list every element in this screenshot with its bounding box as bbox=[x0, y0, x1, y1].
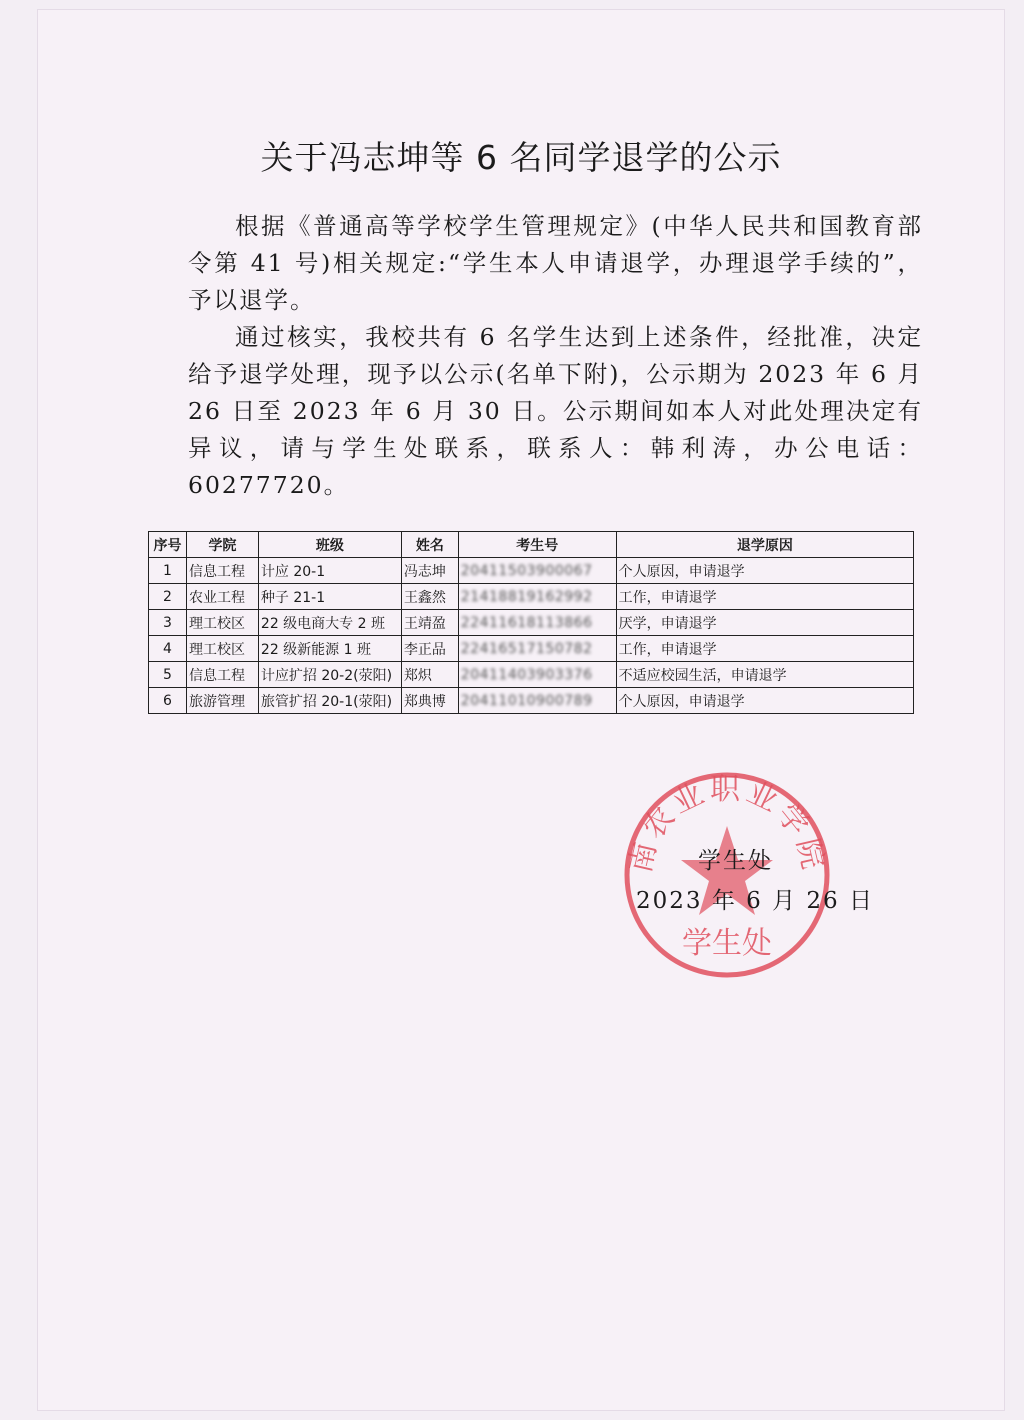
cell-class: 22 级新能源 1 班 bbox=[258, 636, 401, 662]
signature-date: 2023 年 6 月 26 日 bbox=[636, 888, 874, 914]
signature-office: 学生处 bbox=[698, 848, 773, 874]
header-seq: 序号 bbox=[149, 532, 187, 558]
cell-reason: 个人原因，申请退学 bbox=[616, 558, 913, 584]
cell-class: 旅管扩招 20-1(荥阳) bbox=[258, 688, 401, 714]
table-header-row bbox=[149, 532, 914, 558]
cell-seq: 4 bbox=[149, 636, 187, 662]
table-row bbox=[149, 688, 914, 714]
table-row bbox=[149, 636, 914, 662]
cell-seq: 1 bbox=[149, 558, 187, 584]
header-exam-id: 考生号 bbox=[458, 532, 616, 558]
cell-college: 理工校区 bbox=[186, 636, 258, 662]
cell-exam-id bbox=[458, 610, 616, 636]
cell-college: 农业工程 bbox=[186, 584, 258, 610]
cell-college: 理工校区 bbox=[186, 610, 258, 636]
cell-name: 郑炽 bbox=[401, 662, 458, 688]
cell-seq: 6 bbox=[149, 688, 187, 714]
cell-class: 22 级电商大专 2 班 bbox=[258, 610, 401, 636]
blurred-exam-id: 20411403903376 bbox=[460, 666, 593, 683]
cell-name: 李正品 bbox=[401, 636, 458, 662]
header-college: 学院 bbox=[186, 532, 258, 558]
notice-paragraph-1: 根据《普通高等学校学生管理规定》(中华人民共和国教育部令第 41 号)相关规定:“学生本人申请退学，办理退学手续的”，予以退学。 bbox=[188, 212, 923, 314]
cell-college: 旅游管理 bbox=[186, 688, 258, 714]
cell-seq: 3 bbox=[149, 610, 187, 636]
notice-title: 关于冯志坤等 6 名同学退学的公示 bbox=[260, 138, 782, 177]
cell-reason: 厌学，申请退学 bbox=[616, 610, 913, 636]
document-page bbox=[38, 10, 1004, 1410]
cell-seq: 5 bbox=[149, 662, 187, 688]
header-reason: 退学原因 bbox=[616, 532, 913, 558]
header-name: 姓名 bbox=[401, 532, 458, 558]
cell-exam-id bbox=[458, 662, 616, 688]
cell-class: 种子 21-1 bbox=[258, 584, 401, 610]
cell-name: 冯志坤 bbox=[401, 558, 458, 584]
cell-seq: 2 bbox=[149, 584, 187, 610]
cell-college: 信息工程 bbox=[186, 558, 258, 584]
header-class: 班级 bbox=[258, 532, 401, 558]
cell-exam-id bbox=[458, 688, 616, 714]
notice-paragraph-2: 通过核实，我校共有 6 名学生达到上述条件，经批准，决定给予退学处理，现予以公示(名单下附)，公示期为 2023 年 6 月 26 日至 2023 年 6 月 30 日。公示期间如本人对此处理决定有异议，请与学生处联系，联系人：韩利涛，办公电话：60277720。 bbox=[188, 323, 923, 499]
withdrawal-table bbox=[148, 531, 914, 714]
cell-exam-id bbox=[458, 558, 616, 584]
cell-class: 计应 20-1 bbox=[258, 558, 401, 584]
seal-ring-text: 南农业职业学院 bbox=[622, 771, 832, 877]
cell-exam-id bbox=[458, 636, 616, 662]
table-row bbox=[149, 584, 914, 610]
blurred-exam-id: 20411503900067 bbox=[460, 562, 593, 579]
cell-name: 王靖盈 bbox=[401, 610, 458, 636]
cell-reason: 工作，申请退学 bbox=[616, 584, 913, 610]
notice-body bbox=[188, 208, 923, 504]
cell-reason: 不适应校园生活，申请退学 bbox=[616, 662, 913, 688]
blurred-exam-id: 21418819162992 bbox=[460, 588, 593, 605]
cell-class: 计应扩招 20-2(荥阳) bbox=[258, 662, 401, 688]
blurred-exam-id: 20411010900789 bbox=[460, 692, 593, 709]
table-row bbox=[149, 610, 914, 636]
table-row bbox=[149, 558, 914, 584]
seal-center-text: 学生处 bbox=[682, 926, 772, 961]
cell-college: 信息工程 bbox=[186, 662, 258, 688]
cell-reason: 个人原因，申请退学 bbox=[616, 688, 913, 714]
cell-exam-id bbox=[458, 584, 616, 610]
cell-reason: 工作，申请退学 bbox=[616, 636, 913, 662]
cell-name: 王鑫然 bbox=[401, 584, 458, 610]
cell-name: 郑典博 bbox=[401, 688, 458, 714]
blurred-exam-id: 22411618113866 bbox=[460, 614, 593, 631]
blurred-exam-id: 22416517150782 bbox=[460, 640, 593, 657]
table-row bbox=[149, 662, 914, 688]
official-seal-stamp bbox=[620, 768, 834, 982]
